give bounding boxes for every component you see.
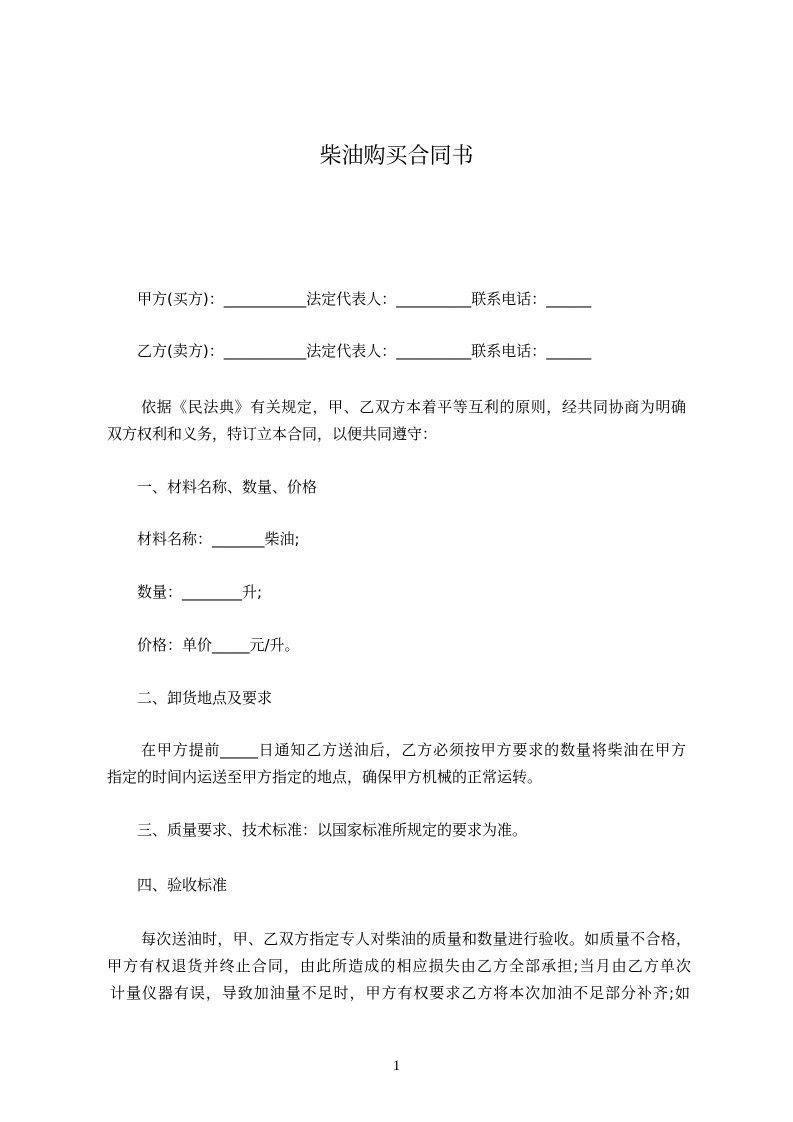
document-title: 柴油购买合同书 — [319, 144, 474, 169]
section-3-heading: 三、质量要求、技术标准：以国家标准所规定的要求为准。 — [137, 821, 528, 839]
section-4-heading: 四、验收标准 — [137, 876, 228, 894]
paragraph-line: 指定的时间内运送至甲方指定的地点，确保甲方机械的正常运转。 — [107, 768, 543, 786]
paragraph-line: 在甲方提前_____日通知乙方送油后，乙方必须按甲方要求的数量将柴油在甲方 — [141, 741, 686, 759]
quantity-line: 数量：________升; — [137, 583, 263, 601]
paragraph-line: 每次送油时，甲、乙双方指定专人对柴油的质量和数量进行验收。如质量不合格， — [141, 930, 691, 948]
page-number: 1 — [392, 1058, 401, 1074]
party-b-line: 乙方(卖方)：___________法定代表人：__________联系电话：______ — [137, 342, 592, 360]
section-1-heading: 一、材料名称、数量、价格 — [137, 478, 318, 496]
section-2-heading: 二、卸货地点及要求 — [137, 689, 273, 707]
paragraph-line: 计量仪器有误，导致加油量不足时，甲方有权要求乙方将本次加油不足部分补齐;如 — [110, 984, 690, 1002]
party-a-line: 甲方(买方)：___________法定代表人：__________联系电话：______ — [137, 290, 592, 308]
paragraph-line: 甲方有权退货并终止合同，由此所造成的相应损失由乙方全部承担;当月由乙方单次 — [107, 957, 691, 975]
price-line: 价格：单价_____元/升。 — [137, 636, 300, 654]
material-name-line: 材料名称：_______柴油; — [137, 530, 300, 548]
paragraph-line: 依据《民法典》有关规定，甲、乙双方本着平等互利的原则，经共同协商为明确 — [141, 398, 686, 416]
paragraph-line: 双方权利和义务，特订立本合同，以便共同遵守： — [107, 425, 438, 443]
